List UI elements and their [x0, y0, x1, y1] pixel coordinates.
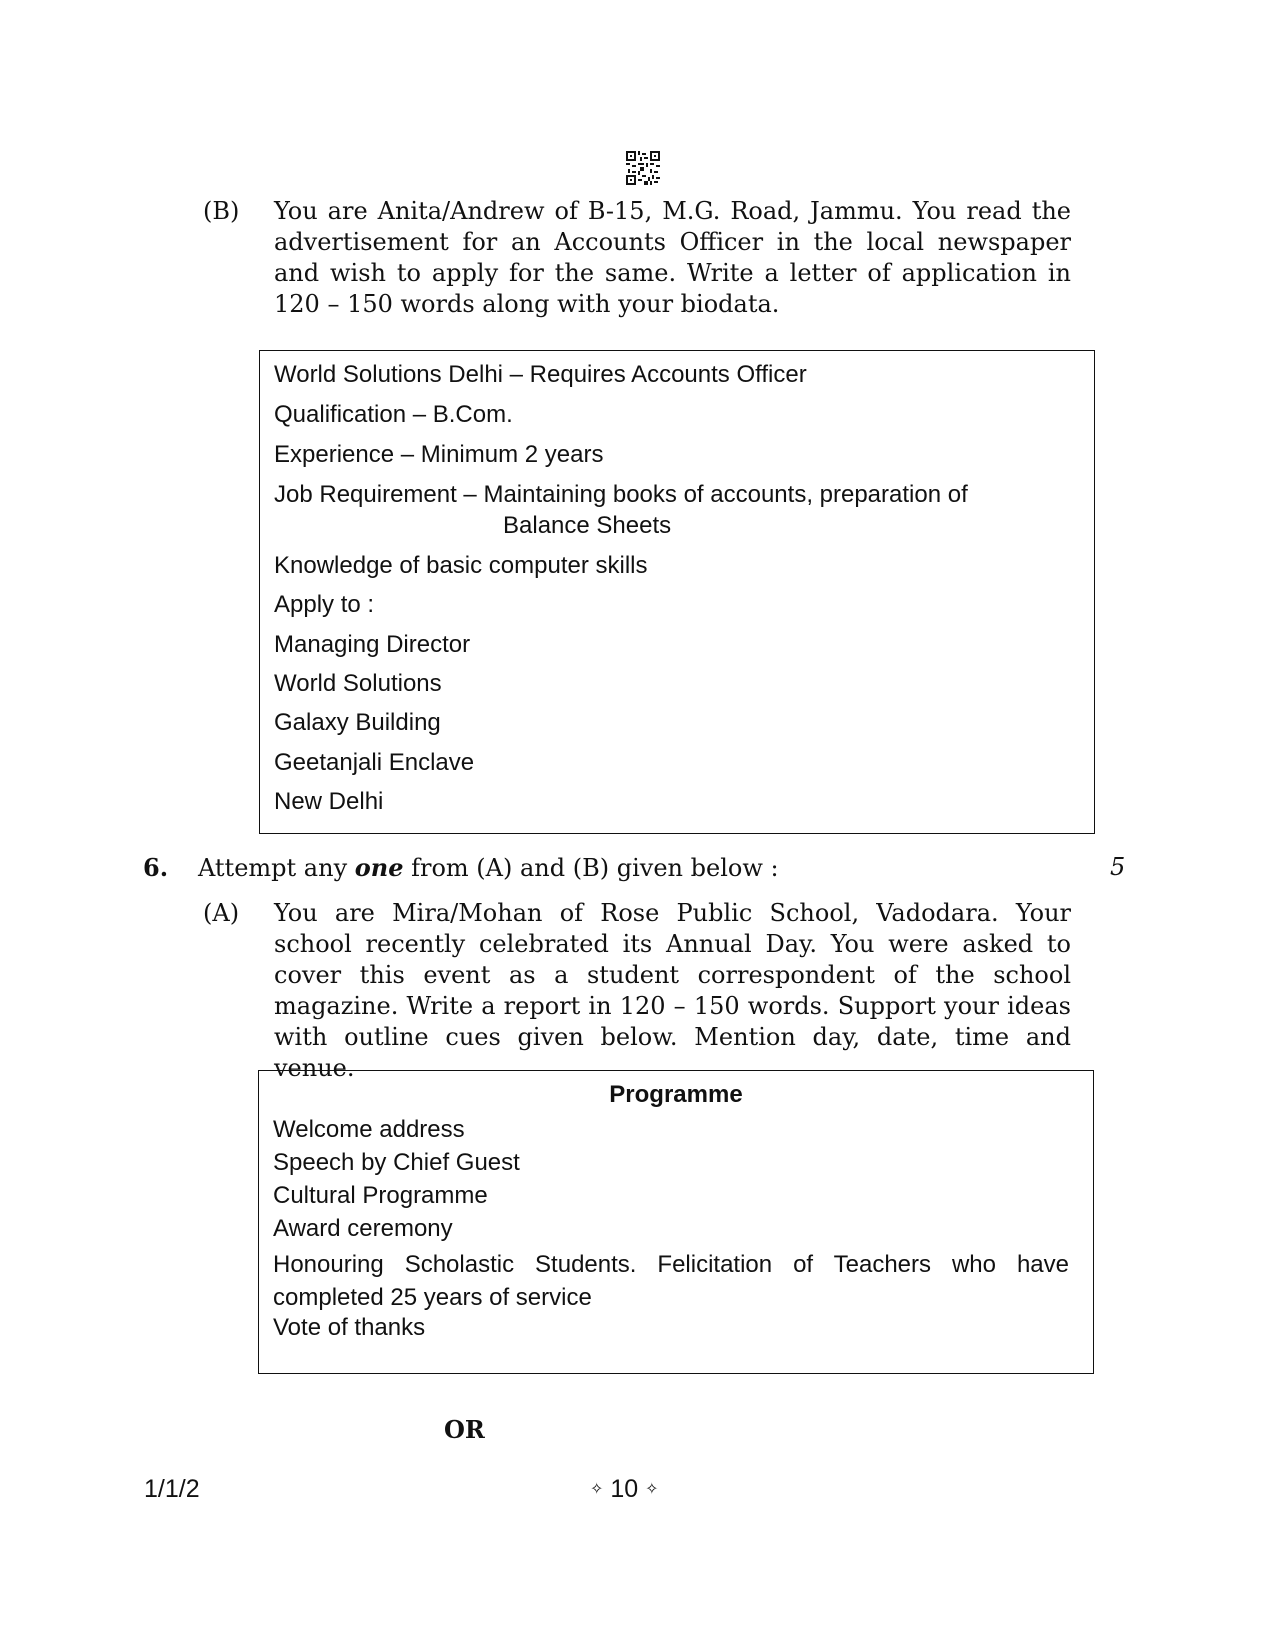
advert-line: Balance Sheets	[503, 512, 672, 539]
star-icon: ✧	[590, 1481, 604, 1498]
q6-intro-post: from (A) and (B) given below :	[403, 854, 779, 882]
advert-line: World Solutions	[274, 670, 442, 697]
advert-line: World Solutions Delhi – Requires Accounts Officer	[274, 361, 807, 388]
page-number-value: 10	[610, 1475, 639, 1503]
advert-line: Apply to :	[274, 591, 375, 618]
programme-item: Cultural Programme	[273, 1182, 488, 1209]
advert-line: Qualification – B.Com.	[274, 401, 513, 428]
q6-marks: 5	[1110, 853, 1126, 881]
programme-item: Welcome address	[273, 1116, 465, 1143]
advert-line: Geetanjali Enclave	[274, 749, 475, 776]
advert-line: New Delhi	[274, 788, 384, 815]
q6a-text: You are Mira/Mohan of Rose Public School, Vadodara. Your school recently celebrated its Annual Day. You were asked to cover this event as a student correspondent of the school magazine. Write a report in 120 – 150 words. Support your ideas with outline cues given below. Mention day, date, time and venue.	[274, 899, 1071, 1082]
q6-number: 6.	[143, 853, 169, 882]
q6-intro-pre: Attempt any	[198, 854, 355, 882]
programme-box	[258, 1070, 1094, 1374]
advert-line: Job Requirement – Maintaining books of accounts, preparation of	[274, 481, 968, 508]
programme-item: Award ceremony	[273, 1215, 453, 1242]
advert-line: Managing Director	[274, 631, 471, 658]
programme-item: Speech by Chief Guest	[273, 1149, 520, 1176]
page-number	[590, 1475, 659, 1504]
paper-code: 1/1/2	[144, 1475, 200, 1503]
programme-item: Honouring Scholastic Students. Felicitation of Teachers who have completed 25 years of service	[273, 1251, 1069, 1311]
or-separator: OR	[444, 1415, 485, 1444]
advert-line: Experience – Minimum 2 years	[274, 441, 604, 468]
q6-intro-emphasis: one	[354, 853, 404, 882]
qr-code-icon	[626, 151, 660, 185]
q6a-label: (A)	[203, 899, 240, 927]
advert-line: Galaxy Building	[274, 709, 441, 736]
star-icon: ✧	[645, 1481, 659, 1498]
q6-intro	[198, 852, 779, 884]
q5b-label: (B)	[203, 197, 240, 225]
q5b-text: You are Anita/Andrew of B-15, M.G. Road, Jammu. You read the advertisement for an Accounts Officer in the local newspaper and wish to apply for the same. Write a letter of application in 120 – 150 words along with your biodata.	[274, 197, 1071, 318]
advert-line: Knowledge of basic computer skills	[274, 552, 648, 579]
advertisement-box	[259, 350, 1095, 834]
programme-item: Vote of thanks	[273, 1314, 426, 1341]
programme-heading: Programme	[609, 1081, 743, 1108]
